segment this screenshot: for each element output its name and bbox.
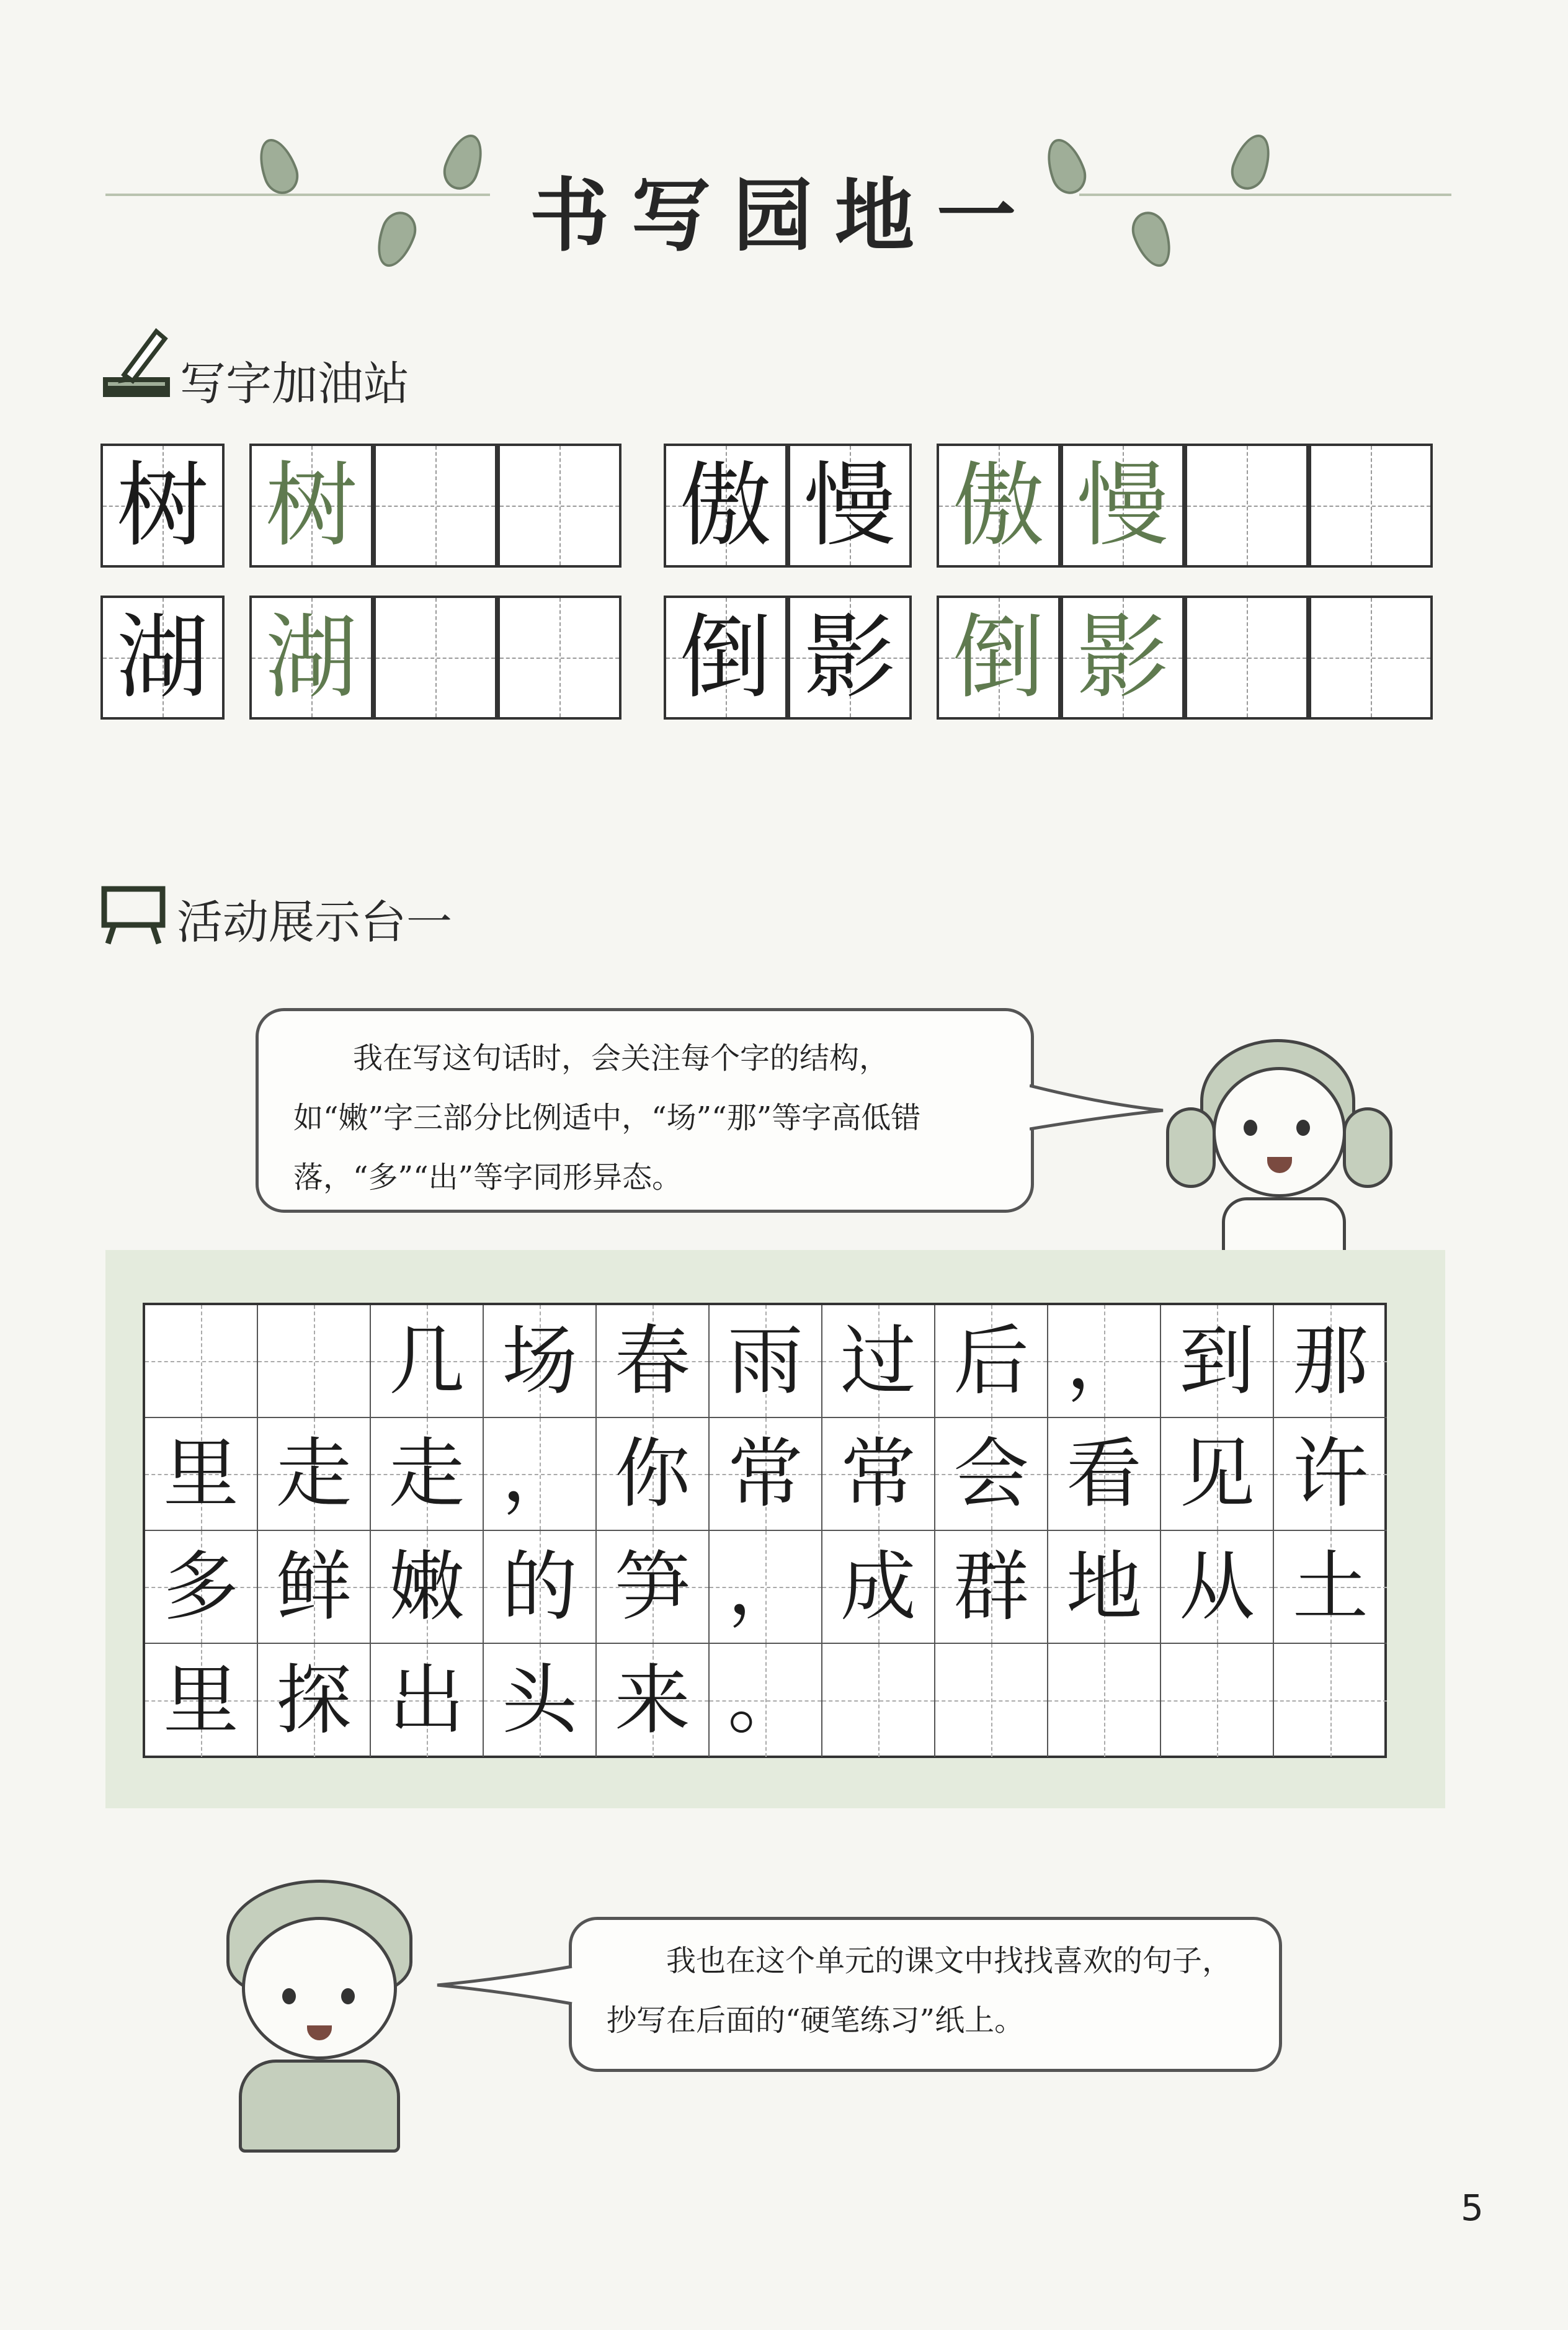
model-character: 湖: [117, 604, 208, 711]
sentence-character: 见: [1179, 1430, 1255, 1518]
practice-grid-cell[interactable]: [484, 1531, 597, 1644]
practice-grid-cell[interactable]: [1274, 1644, 1387, 1757]
sentence-character: 那: [1293, 1317, 1368, 1405]
practice-grid-cell[interactable]: [145, 1531, 258, 1644]
sentence-character: 嫩: [389, 1543, 465, 1631]
sentence-character: 土: [1293, 1543, 1368, 1631]
sentence-character: ，: [728, 1543, 803, 1631]
practice-grid-cell[interactable]: [935, 1644, 1048, 1757]
practice-grid-cell[interactable]: [145, 1305, 258, 1418]
model-char-cell: [788, 444, 912, 568]
bubble-tail: [434, 1960, 574, 2010]
sentence-character: [1274, 1644, 1387, 1757]
sentence-character: 群: [953, 1543, 1029, 1631]
practice-grid-cell[interactable]: [1274, 1305, 1387, 1418]
sentence-character: 许: [1293, 1430, 1368, 1518]
sentence-character: [258, 1305, 370, 1417]
practice-grid-cell[interactable]: [484, 1418, 597, 1531]
sentence-character: [935, 1644, 1047, 1757]
sentence-character: 多: [163, 1543, 239, 1631]
sentence-character: 探: [276, 1656, 352, 1744]
practice-grid-cell[interactable]: [1161, 1644, 1274, 1757]
practice-grid-cell[interactable]: [1161, 1531, 1274, 1644]
section-heading-writing: 写字加油站: [180, 357, 409, 411]
practice-cell[interactable]: [1309, 596, 1433, 720]
practice-grid-cell[interactable]: [258, 1531, 371, 1644]
practice-grid-cell[interactable]: [371, 1531, 484, 1644]
sentence-character: 鲜: [276, 1543, 352, 1631]
practice-grid-cell[interactable]: [710, 1644, 822, 1757]
girl-bubble-text: 我在写这句话时，会关注每个字的结构，如“嫩”字三部分比例适中，“场”“那”等字高低错落，“多”“出”等字同形异态。: [293, 1041, 921, 1195]
model-char-cell: [100, 596, 225, 720]
display-board-icon: [99, 884, 167, 946]
practice-grid-cell[interactable]: [597, 1305, 710, 1418]
practice-cell[interactable]: [497, 444, 621, 568]
sentence-character: 头: [502, 1656, 577, 1744]
sentence-character: 春: [615, 1317, 690, 1405]
page-title: 书写园地一: [529, 169, 1038, 262]
practice-grid-cell[interactable]: [371, 1418, 484, 1531]
practice-grid-cell[interactable]: [1048, 1644, 1161, 1757]
practice-grid-cell[interactable]: [484, 1644, 597, 1757]
practice-grid-cell[interactable]: [597, 1418, 710, 1531]
practice-cell[interactable]: [373, 444, 497, 568]
practice-cell[interactable]: [1309, 444, 1433, 568]
sentence-character: [822, 1644, 934, 1757]
trace-character: 树: [265, 452, 357, 559]
practice-grid-cell[interactable]: [1274, 1418, 1387, 1531]
practice-grid-cell[interactable]: [935, 1531, 1048, 1644]
sentence-character: 几: [389, 1317, 465, 1405]
trace-character: 倒: [953, 604, 1045, 711]
practice-grid-cell[interactable]: [822, 1531, 935, 1644]
model-char-cell: [664, 596, 788, 720]
practice-grid-cell[interactable]: [597, 1644, 710, 1757]
sentence-character: 常: [840, 1430, 916, 1518]
practice-grid-cell[interactable]: [371, 1644, 484, 1757]
writing-brush-icon: [99, 323, 174, 403]
sentence-character: 常: [728, 1430, 803, 1518]
model-char-cell: [788, 596, 912, 720]
practice-grid-cell[interactable]: [822, 1418, 935, 1531]
practice-grid-cell[interactable]: [1048, 1305, 1161, 1418]
trace-character: 影: [1077, 604, 1169, 711]
model-character: 影: [804, 604, 896, 711]
trace-character: 湖: [265, 604, 357, 711]
sentence-character: 。: [728, 1656, 803, 1744]
sentence-character: 会: [953, 1430, 1029, 1518]
practice-cell[interactable]: [373, 596, 497, 720]
sentence-character: [145, 1305, 257, 1417]
sentence-character: 雨: [728, 1317, 803, 1405]
girl-speech-bubble: [256, 1008, 1034, 1213]
bubble-tail: [1030, 1079, 1166, 1135]
practice-grid-cell[interactable]: [1048, 1531, 1161, 1644]
boy-bubble-text: 我也在这个单元的课文中找找喜欢的句子，抄写在后面的“硬笔练习”纸上。: [607, 1944, 1232, 2038]
sentence-character: 出: [389, 1656, 465, 1744]
boy-illustration: [214, 1880, 450, 2153]
practice-cell[interactable]: [1185, 444, 1309, 568]
practice-grid-cell[interactable]: [822, 1644, 935, 1757]
sentence-character: 后: [953, 1317, 1029, 1405]
trace-character: 傲: [953, 452, 1045, 559]
practice-grid-cell[interactable]: [145, 1418, 258, 1531]
model-character: 慢: [804, 452, 896, 559]
model-char-cell: [100, 444, 225, 568]
sentence-character: 地: [1066, 1543, 1142, 1631]
practice-cell[interactable]: [249, 444, 373, 568]
sentence-character: 的: [502, 1543, 577, 1631]
practice-cell[interactable]: [249, 596, 373, 720]
section-heading-activity: 活动展示台一: [177, 896, 452, 949]
practice-grid-cell[interactable]: [258, 1418, 371, 1531]
sentence-character: 里: [163, 1656, 239, 1744]
page-number: 5: [1461, 2187, 1484, 2229]
sentence-character: 场: [502, 1317, 577, 1405]
practice-grid-cell[interactable]: [258, 1644, 371, 1757]
practice-grid-cell[interactable]: [597, 1531, 710, 1644]
sentence-character: 走: [276, 1430, 352, 1518]
sentence-character: ，: [502, 1430, 577, 1518]
practice-grid: [143, 1303, 1387, 1758]
sentence-character: 走: [389, 1430, 465, 1518]
sentence-character: 你: [615, 1430, 690, 1518]
practice-grid-cell[interactable]: [1048, 1418, 1161, 1531]
sentence-character: 过: [840, 1317, 916, 1405]
trace-character: 慢: [1077, 452, 1169, 559]
practice-grid-cell[interactable]: [371, 1305, 484, 1418]
sentence-character: [1048, 1644, 1160, 1757]
sentence-character: 从: [1179, 1543, 1255, 1631]
practice-grid-cell[interactable]: [1161, 1418, 1274, 1531]
model-character: 傲: [680, 452, 772, 559]
sentence-character: ，: [1066, 1317, 1142, 1405]
sentence-character: 到: [1179, 1317, 1255, 1405]
sentence-character: 笋: [615, 1543, 690, 1631]
sentence-character: [1161, 1644, 1273, 1757]
practice-cell[interactable]: [497, 596, 621, 720]
model-character: 树: [117, 452, 208, 559]
girl-illustration: [1166, 1033, 1402, 1256]
model-character: 倒: [680, 604, 772, 711]
sentence-character: 来: [615, 1656, 690, 1744]
practice-grid-cell[interactable]: [258, 1305, 371, 1418]
practice-grid-cell[interactable]: [822, 1305, 935, 1418]
practice-grid-cell[interactable]: [1274, 1531, 1387, 1644]
model-char-cell: [664, 444, 788, 568]
practice-grid-cell[interactable]: [145, 1644, 258, 1757]
practice-cell[interactable]: [1185, 596, 1309, 720]
practice-grid-cell[interactable]: [710, 1418, 822, 1531]
practice-grid-cell[interactable]: [484, 1305, 597, 1418]
sentence-character: 里: [163, 1430, 239, 1518]
practice-grid-cell[interactable]: [1161, 1305, 1274, 1418]
sentence-character: 看: [1066, 1430, 1142, 1518]
practice-cell[interactable]: [937, 444, 1061, 568]
practice-cell[interactable]: [1061, 444, 1185, 568]
practice-cell[interactable]: [1061, 596, 1185, 720]
practice-grid-cell[interactable]: [710, 1531, 822, 1644]
practice-cell[interactable]: [937, 596, 1061, 720]
sentence-character: 成: [840, 1543, 916, 1631]
boy-speech-bubble: [569, 1917, 1282, 2072]
practice-grid-cell[interactable]: [710, 1305, 822, 1418]
practice-grid-cell[interactable]: [935, 1305, 1048, 1418]
practice-grid-cell[interactable]: [935, 1418, 1048, 1531]
